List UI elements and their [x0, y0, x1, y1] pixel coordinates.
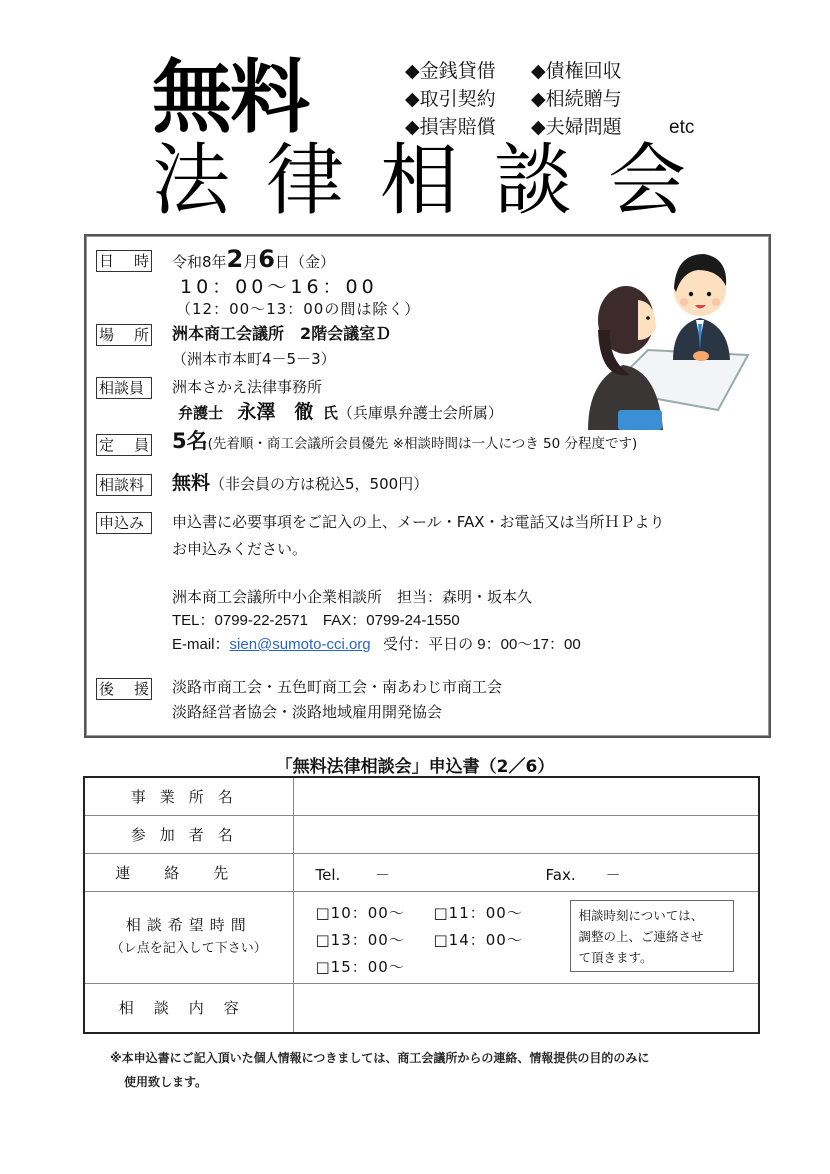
time-slot-checkbox[interactable]: □13：00～	[315, 931, 405, 949]
consultation-illustration	[578, 240, 758, 430]
support-line2: 淡路経営者協会・淡路地域雇用開発協会	[172, 703, 443, 721]
label-consultation-content: 相談内容	[84, 983, 293, 1033]
input-participant-name[interactable]	[293, 815, 759, 853]
label-fee: 相談料	[96, 474, 152, 496]
counselor-name: 弁護士 永澤 徹 氏（兵庫県弁護士会所属）	[178, 401, 503, 423]
free-label: 無料	[152, 51, 308, 144]
time-slot-checkbox[interactable]: □10：00～	[315, 904, 405, 922]
support-line1: 淡路市商工会・五色町商工会・南あわじ市商工会	[172, 678, 503, 696]
label-datetime: 日 時	[96, 250, 152, 272]
label-participant-name: 参加者名	[84, 815, 293, 853]
topic-item: ◆債権回収	[531, 60, 622, 82]
capacity-info: 5名(先着順・商工会議所会員優先 ※相談時間は一人につき 50 分程度です)	[172, 429, 638, 453]
event-address: （洲本市本町4－5－3）	[172, 350, 336, 368]
fax-field[interactable]: Fax. －	[545, 865, 621, 884]
label-business-name: 事業所名	[84, 777, 293, 815]
input-consultation-content[interactable]	[293, 983, 759, 1033]
topic-item: ◆取引契約	[405, 88, 496, 110]
topic-item: ◆相続贈与	[531, 88, 622, 110]
topic-list	[405, 57, 694, 142]
fee-info: 無料（非会員の方は税込5，500円）	[172, 472, 429, 494]
event-time-note: （12：00～13：00の間は除く）	[176, 300, 421, 318]
tel-field[interactable]: Tel. －	[315, 865, 391, 884]
counselor-firm: 洲本さかえ法律事務所	[172, 378, 323, 396]
input-contact[interactable]	[293, 853, 759, 891]
label-apply: 申込み	[96, 512, 152, 534]
label-contact: 連絡先	[84, 853, 293, 891]
topic-item: ◆夫婦問題	[531, 116, 622, 138]
contact-office: 洲本商工会議所中小企業相談所 担当：森明・坂本久	[172, 588, 533, 606]
contact-tel-fax: TEL：0799-22-2571 FAX：0799-24-1550	[172, 612, 460, 629]
label-counselor: 相談員	[96, 377, 152, 399]
contact-email-row: E-mail：sien@sumoto-cci.org 受付：平日の 9：00～17：00	[172, 636, 581, 653]
label-place: 場 所	[96, 324, 152, 346]
page-title: 法律相談会	[152, 136, 723, 226]
time-slot-checkbox[interactable]: □14：00～	[433, 931, 523, 949]
apply-instructions-line2: お申込みください。	[172, 540, 308, 558]
time-note-box: 相談時刻については、 調整の上、ご連絡させ て頂きます。	[570, 900, 734, 972]
event-time: 10：00～16：00	[180, 276, 378, 298]
time-preference-cell	[293, 891, 759, 983]
time-slot-checkbox[interactable]: □11：00～	[433, 904, 523, 922]
form-title: 「無料法律相談会」申込書（2／6）	[275, 757, 555, 777]
input-business-name[interactable]	[293, 777, 759, 815]
email-link[interactable]: sien@sumoto-cci.org	[229, 636, 371, 653]
label-capacity: 定 員	[96, 434, 152, 456]
event-date: 令和8年2月6日（金）	[172, 245, 335, 273]
application-form	[83, 776, 760, 1034]
label-time-preference: 相談希望時間 （レ点を記入して下さい）	[84, 891, 293, 983]
privacy-footnote: ※本申込書にご記入頂いた個人情報につきましては、商工会議所からの連絡、情報提供の目的のみに 使用致します。	[110, 1051, 650, 1089]
event-venue: 洲本商工会議所 2階会議室Ｄ	[172, 324, 392, 343]
label-support: 後 援	[96, 678, 152, 700]
time-slot-checkbox[interactable]: □15：00～	[315, 958, 405, 976]
topic-item: ◆損害賠償	[405, 116, 496, 138]
apply-instructions-line1: 申込書に必要事項をご記入の上、メール・FAX・お電話又は当所ＨＰより	[172, 513, 665, 531]
topic-etc: etc	[669, 117, 695, 138]
topic-item: ◆金銭貸借	[405, 60, 496, 82]
